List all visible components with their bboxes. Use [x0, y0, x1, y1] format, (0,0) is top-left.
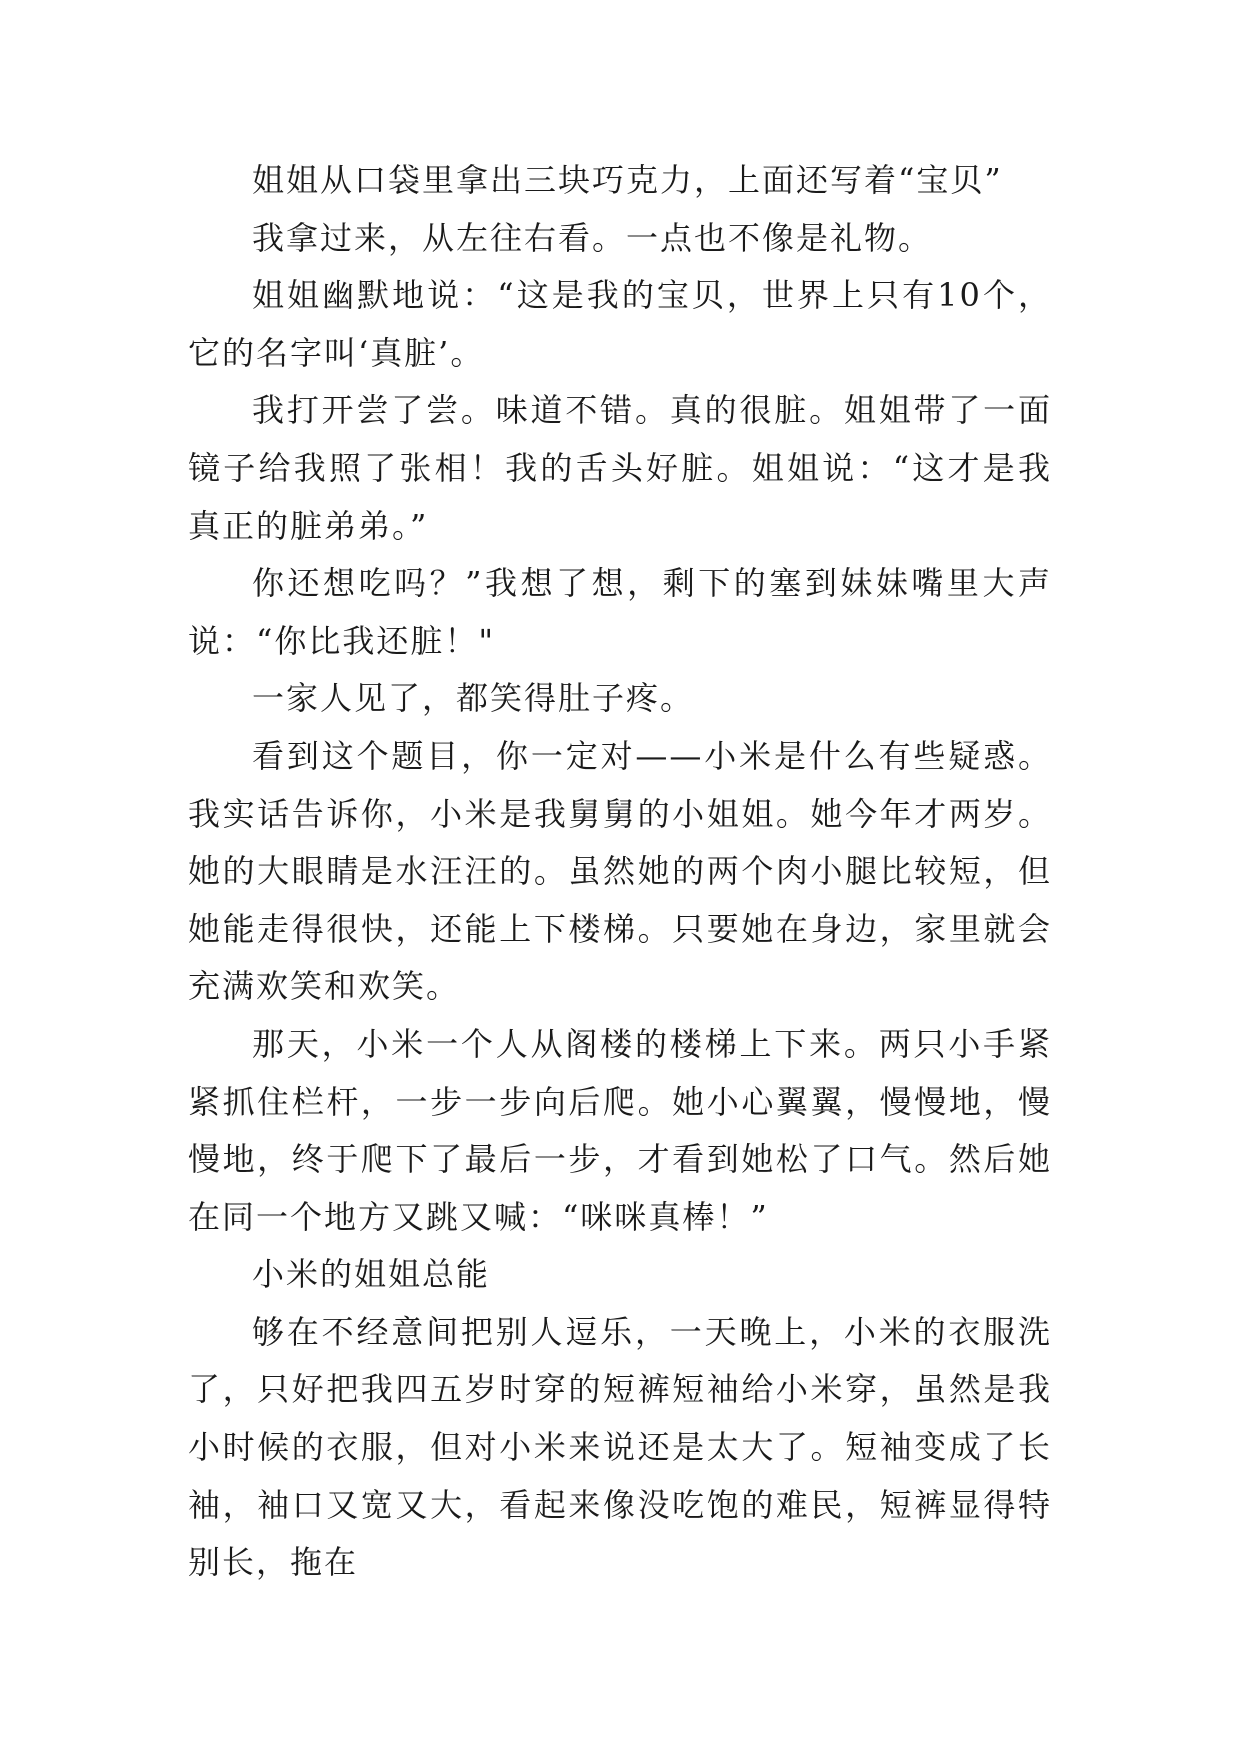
paragraph-1: 姐姐从口袋里拿出三块巧克力，上面还写着“宝贝” — [252, 161, 1003, 199]
body-text — [188, 152, 1052, 1592]
paragraph-3: 姐姐幽默地说：“这是我的宝贝，世界上只有10个，它的名字叫‘真脏’。 — [188, 276, 1052, 372]
paragraph-9: 小米的姐姐总能 — [252, 1255, 491, 1294]
paragraph-5: 你还想吃吗？”我想了想，剩下的塞到妹妹嘴里大声说：“你比我还脏！" — [188, 564, 1052, 660]
paragraph-8: 那天，小米一个人从阁楼的楼梯上下来。两只小手紧紧抓住栏杆，一步一步向后爬。她小心翼翼，慢慢地，慢慢地，终于爬下了最后一步，才看到她松了口气。然后她在同一个地方又跳又喊：“咪咪真棒！” — [188, 1024, 1052, 1236]
paragraph-4: 我打开尝了尝。味道不错。真的很脏。姐姐带了一面镜子给我照了张相！我的舌头好脏。姐姐说：“这才是我真正的脏弟弟。” — [188, 391, 1052, 545]
paragraph-2: 我拿过来，从左往右看。一点也不像是礼物。 — [252, 218, 933, 257]
paragraph-10: 够在不经意间把别人逗乐，一天晚上，小米的衣服洗了，只好把我四五岁时穿的短裤短袖给小米穿，虽然是我小时候的衣服，但对小米来说还是太大了。短袖变成了长袖，袖口又宽又大，看起来像没吃饱的难民，短裤显得特别长，拖在 — [188, 1312, 1052, 1582]
paragraph-7: 看到这个题目，你一定对——小米是什么有些疑惑。我实话告诉你，小米是我舅舅的小姐姐。她今年才两岁。她的大眼睛是水汪汪的。虽然她的两个肉小腿比较短，但她能走得很快，还能上下楼梯。只要她在身边，家里就会充满欢笑和欢笑。 — [188, 736, 1052, 1006]
paragraph-6: 一家人见了，都笑得肚子疼。 — [252, 679, 695, 718]
